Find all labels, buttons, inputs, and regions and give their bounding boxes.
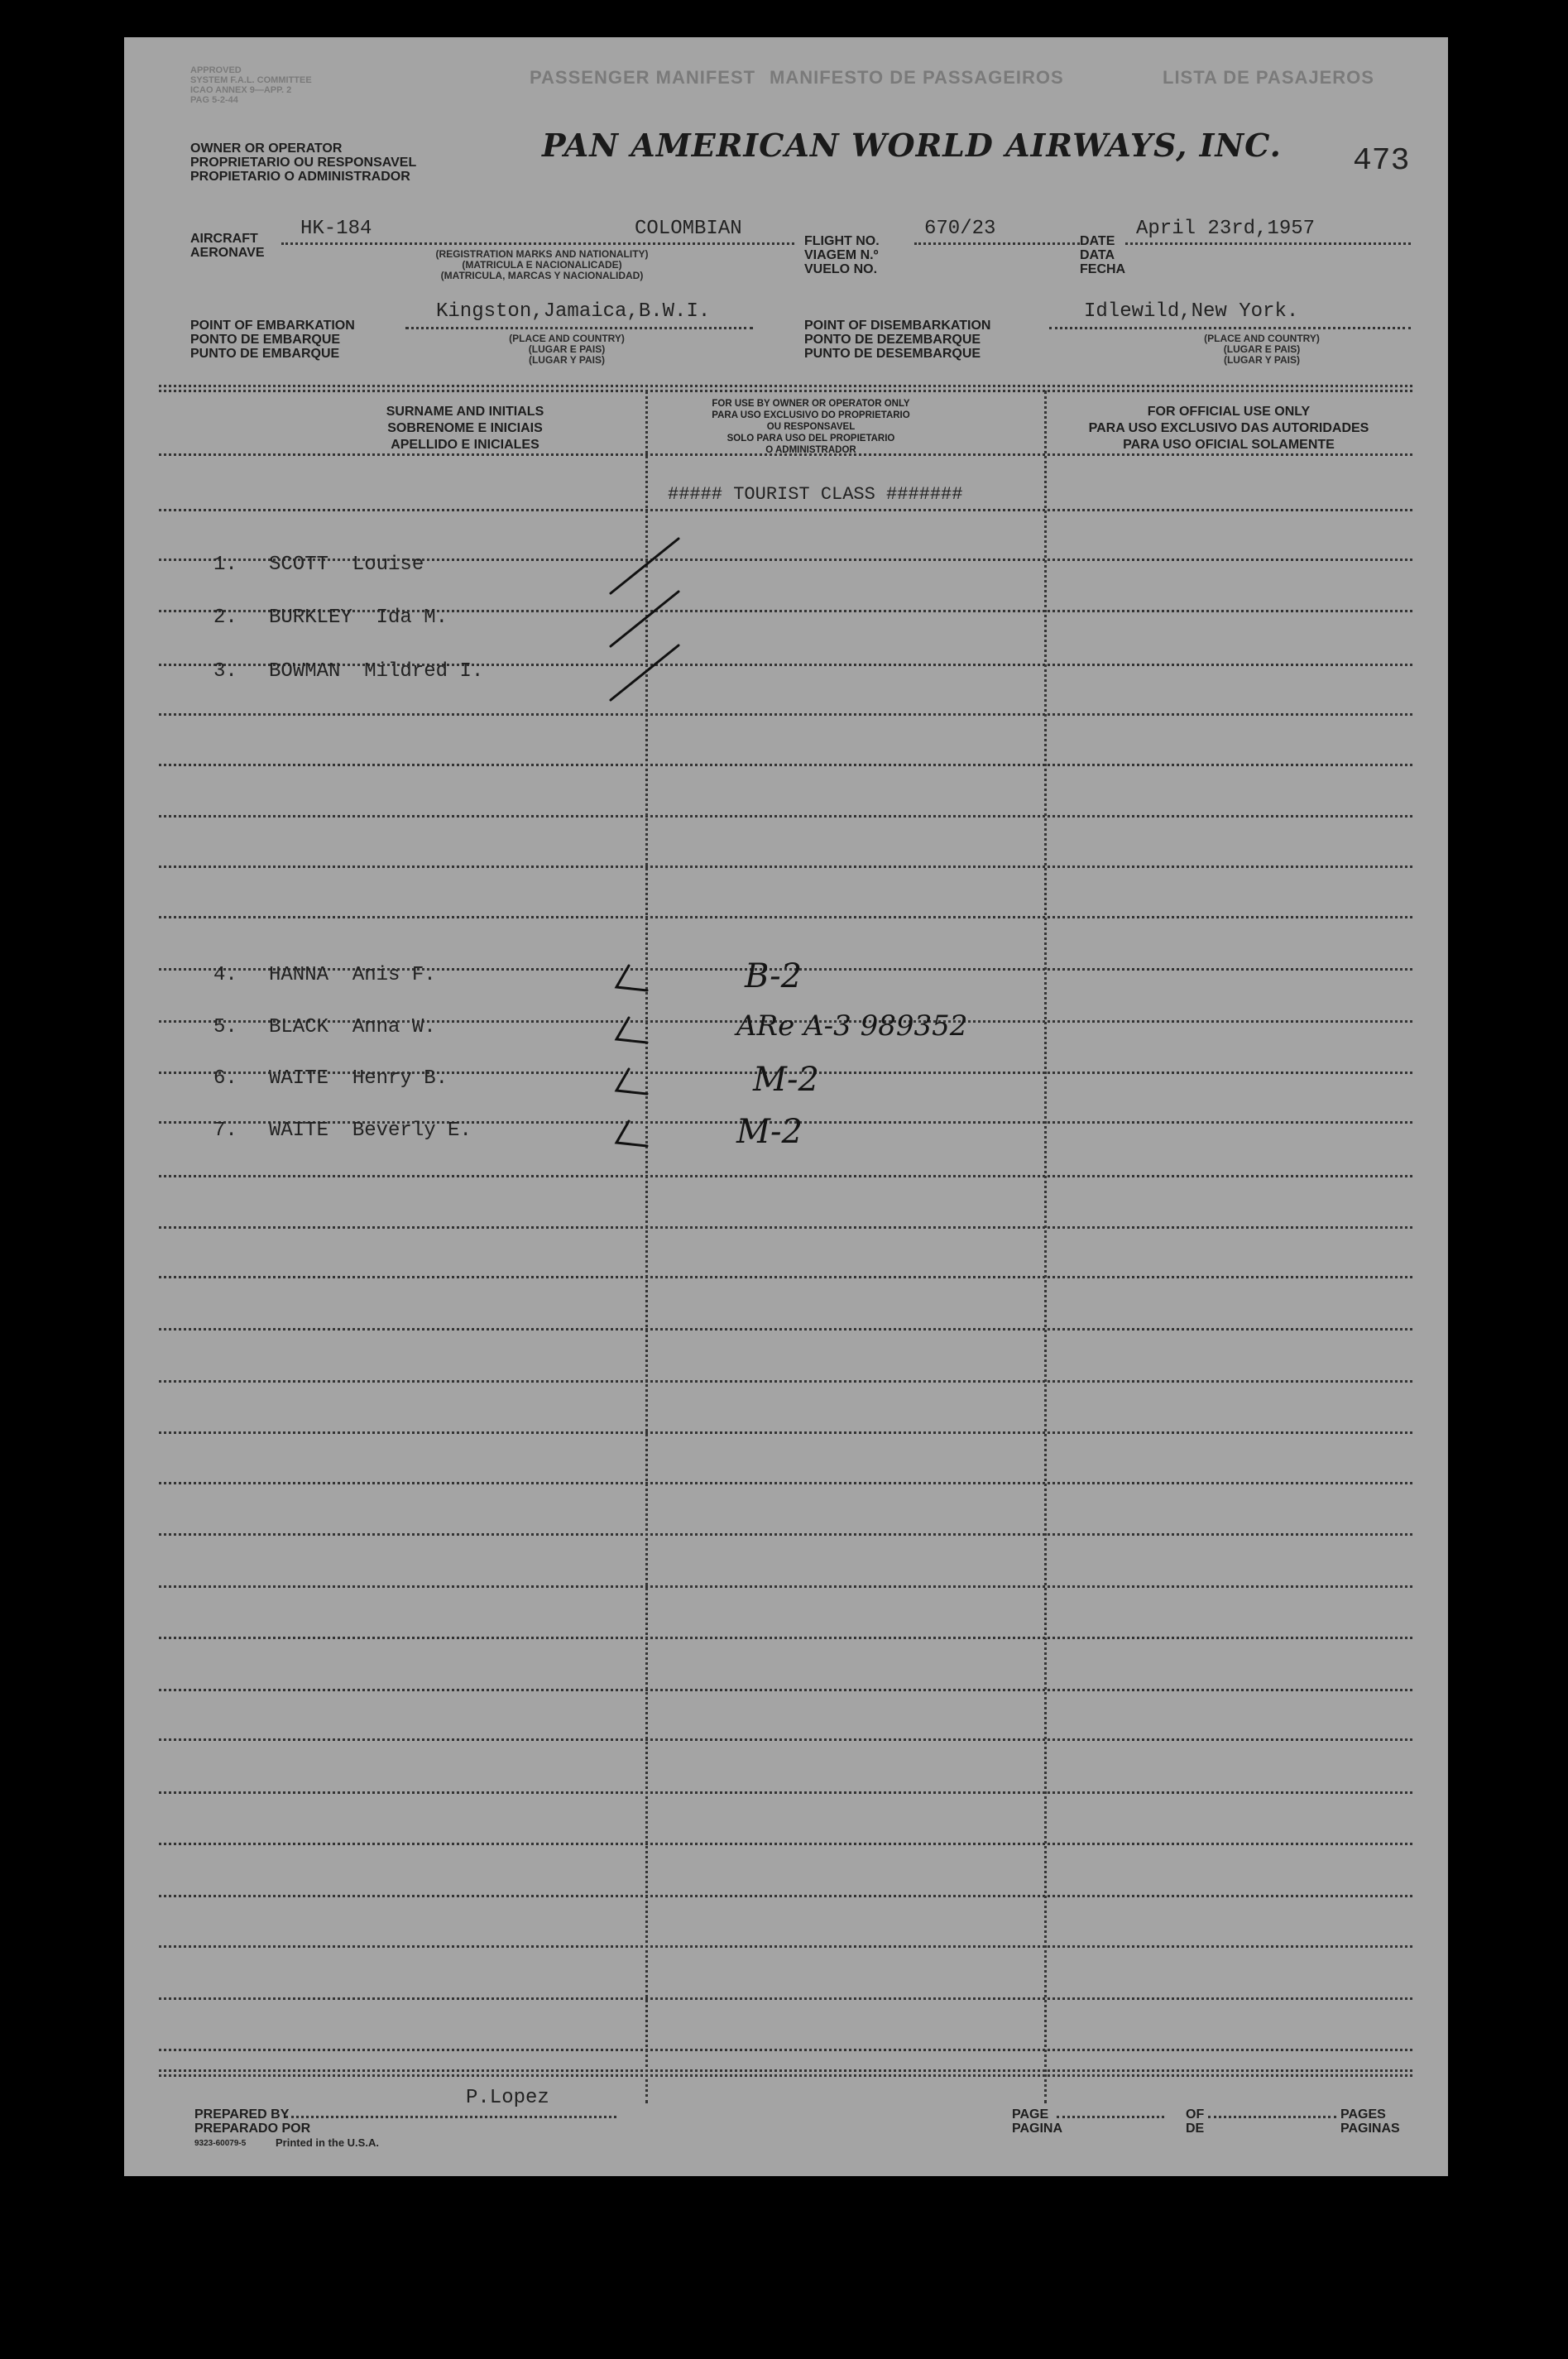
prepared-label-line: PREPARADO POR — [194, 2122, 311, 2136]
passenger-name: BOWMAN Mildred I. — [269, 660, 484, 683]
check-mark — [611, 592, 679, 646]
approval-line: APPROVED — [190, 65, 242, 75]
passenger-name: HANNA Anis F. — [269, 964, 436, 986]
registration-note-line: (MATRICULA E NACIONALICADE) — [462, 259, 622, 271]
visa-notation: B-2 — [745, 957, 803, 995]
check-mark — [611, 645, 679, 700]
passenger-number: 6. — [213, 1067, 237, 1090]
of-line — [1208, 2116, 1336, 2118]
flight-label-line: VIAGEM N.º — [804, 248, 879, 262]
disembarkation-value: Idlewild,New York. — [1084, 300, 1299, 323]
passenger-number: 2. — [213, 607, 237, 629]
visa-notation: M-2 — [753, 1061, 819, 1099]
column-heading-line: FOR USE BY OWNER OR OPERATOR ONLY — [712, 399, 910, 409]
column-heading-line: PARA USO OFICIAL SOLAMENTE — [1123, 438, 1335, 452]
check-mark — [616, 1069, 647, 1094]
flight-label-line: FLIGHT NO. — [804, 234, 880, 248]
prepared-label-line: PREPARED BY — [194, 2107, 290, 2122]
passenger-name: BLACK Anna W. — [269, 1016, 436, 1038]
date-label-line: DATE — [1080, 234, 1115, 248]
nationality-value: COLOMBIAN — [635, 218, 742, 240]
page-line — [1057, 2116, 1164, 2118]
prepared-line — [285, 2116, 616, 2118]
column-heading-line: OU RESPONSAVEL — [766, 422, 856, 432]
embarkation-note-line: (PLACE AND COUNTRY) — [509, 333, 625, 344]
embarkation-label-line: POINT OF EMBARKATION — [190, 319, 355, 333]
title-spanish: LISTA DE PASAJEROS — [1163, 67, 1374, 88]
passenger-number: 1. — [213, 554, 237, 576]
aircraft-value: HK-184 — [300, 218, 372, 240]
check-mark — [616, 1121, 647, 1146]
passenger-name: WAITE Beverly E. — [269, 1120, 472, 1142]
column-heading-line: SURNAME AND INITIALS — [386, 405, 544, 419]
disembarkation-note-line: (LUGAR E PAIS) — [1223, 343, 1301, 355]
column-heading-line: PARA USO EXCLUSIVO DAS AUTORIDADES — [1088, 421, 1369, 435]
passenger-name: WAITE Henry B. — [269, 1067, 448, 1090]
page-number: 473 — [1353, 143, 1410, 179]
visa-notation: ARe A-3 989352 — [736, 1009, 968, 1043]
airline-name: PAN AMERICAN WORLD AIRWAYS, INC. — [542, 127, 1282, 164]
aircraft-label-line: AERONAVE — [190, 246, 265, 260]
table-bottom-rule — [159, 2074, 1412, 2077]
embarkation-note-line: (LUGAR Y PAIS) — [528, 354, 605, 366]
approval-line: SYSTEM F.A.L. COMMITTEE — [190, 75, 312, 85]
owner-label-line: PROPIETARIO O ADMINISTRADOR — [190, 170, 410, 184]
date-label-line: DATA — [1080, 248, 1115, 262]
page-label — [1012, 2107, 1062, 2136]
column-heading-line: PARA USO EXCLUSIVO DO PROPRIETARIO — [712, 410, 910, 420]
form-number: 9323-60079-5 — [194, 2139, 247, 2148]
of-label — [1186, 2107, 1204, 2136]
page-label-line: PAGINA — [1012, 2122, 1063, 2136]
registration-note-line: (REGISTRATION MARKS AND NATIONALITY) — [435, 248, 649, 260]
disembarkation-label-line: POINT OF DISEMBARKATION — [804, 319, 991, 333]
embarkation-label-line: PUNTO DE EMBARQUE — [190, 347, 340, 361]
title-english: PASSENGER MANIFEST — [530, 67, 756, 88]
page-label-line: PAGE — [1012, 2107, 1049, 2122]
owner-label-line: OWNER OR OPERATOR — [190, 141, 343, 156]
embarkation-value: Kingston,Jamaica,B.W.I. — [436, 300, 711, 323]
column-heading-line: APELLIDO E INICIALES — [391, 438, 539, 452]
column-heading-line: SOLO PARA USO DEL PROPIETARIO — [726, 434, 895, 444]
aircraft-label-line: AIRCRAFT — [190, 232, 258, 246]
manifest-sheet — [124, 37, 1448, 2176]
prepared-by-value: P.Lopez — [466, 2087, 549, 2109]
embarkation-note-line: (LUGAR E PAIS) — [528, 343, 606, 355]
approval-line: ICAO ANNEX 9—APP. 2 — [190, 85, 292, 95]
passenger-number: 7. — [213, 1120, 237, 1142]
passenger-number: 3. — [213, 660, 237, 683]
check-mark — [616, 966, 647, 990]
pages-label-line: PAGINAS — [1340, 2122, 1400, 2136]
title-portuguese: MANIFESTO DE PASSAGEIROS — [770, 67, 1064, 88]
disembarkation-label-line: PUNTO DE DESEMBARQUE — [804, 347, 981, 361]
of-label-line: OF — [1186, 2107, 1205, 2122]
column-heading-line: O ADMINISTRADOR — [765, 445, 856, 455]
check-mark — [611, 539, 679, 593]
pages-label-line: PAGES — [1340, 2107, 1386, 2122]
disembarkation-note-line: (PLACE AND COUNTRY) — [1204, 333, 1320, 344]
flight-label-line: VUELO NO. — [804, 262, 878, 276]
prepared-label — [194, 2107, 310, 2136]
column-heading-line: FOR OFFICIAL USE ONLY — [1147, 405, 1311, 419]
owner-label-line: PROPRIETARIO OU RESPONSAVEL — [190, 156, 417, 170]
date-value: April 23rd,1957 — [1136, 218, 1316, 240]
disembarkation-note-line: (LUGAR Y PAIS) — [1223, 354, 1300, 366]
check-marks — [124, 37, 1448, 2176]
tourist-class-note: ##### TOURIST CLASS ####### — [668, 484, 963, 505]
visa-notation: M-2 — [736, 1113, 803, 1151]
passenger-number: 4. — [213, 964, 237, 986]
table-bottom-rule — [159, 2069, 1412, 2072]
passenger-name: SCOTT Louise — [269, 554, 424, 576]
approval-line: PAG 5-2-44 — [190, 95, 238, 105]
passenger-name: BURKLEY Ida M. — [269, 607, 448, 629]
column-heading-line: SOBRENOME E INICIAIS — [387, 421, 543, 435]
embarkation-label-line: PONTO DE EMBARQUE — [190, 333, 341, 347]
pages-label — [1340, 2107, 1400, 2136]
date-label-line: FECHA — [1080, 262, 1126, 276]
of-label-line: DE — [1186, 2122, 1205, 2136]
passenger-number: 5. — [213, 1016, 237, 1038]
printed-note: Printed in the U.S.A. — [276, 2136, 379, 2149]
flight-number-value: 670/23 — [924, 218, 996, 240]
registration-note-line: (MATRICULA, MARCAS Y NACIONALIDAD) — [440, 270, 644, 281]
check-mark — [616, 1018, 647, 1043]
disembarkation-label-line: PONTO DE DEZEMBARQUE — [804, 333, 981, 347]
